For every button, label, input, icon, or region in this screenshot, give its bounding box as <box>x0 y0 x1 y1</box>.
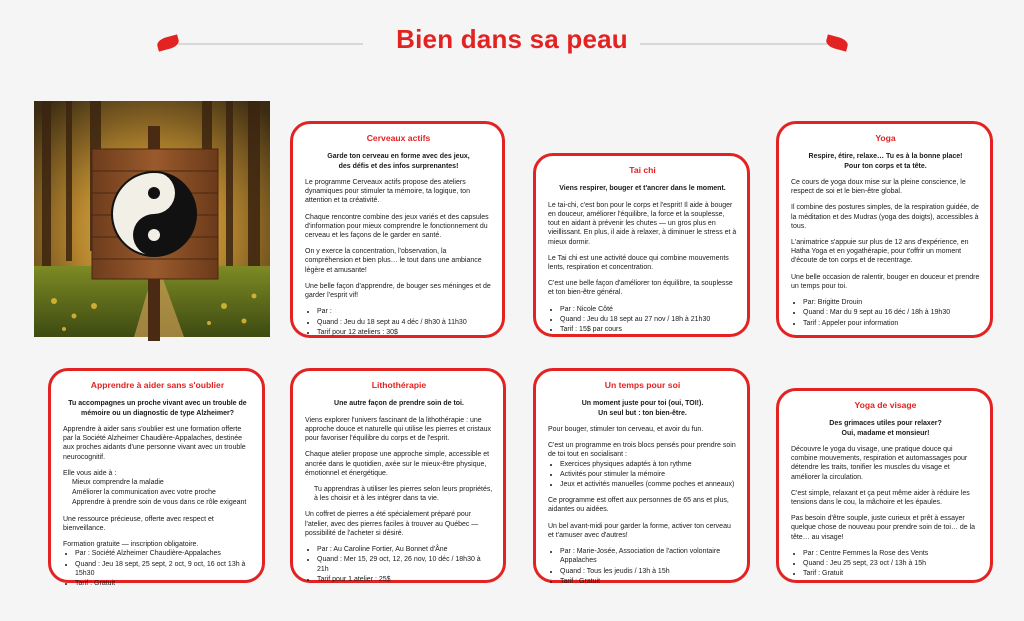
detail-when: • Quand : Mer 15, 29 oct, 12, 26 nov, 10 déc / 18h30 à 21h <box>317 555 493 573</box>
card-paragraph: Il combine des postures simples, de la respiration guidée, de la méditation et des Mudras (yoga des doigts), accessibles à tous. <box>791 204 979 230</box>
card-details <box>803 298 980 328</box>
card-subtitle: Respire, étire, relaxe… Tu es à la bonne place! Pour ton corps et ta tête. <box>808 153 963 170</box>
card-paragraph: Pour bouger, stimuler ton cerveau, et avoir du fun. <box>548 425 704 433</box>
detail-price: • Tarif : Gratuit <box>560 577 737 586</box>
detail-by: • Par : Marie-Josée, Association de l'action volontaire Appalaches <box>560 547 737 565</box>
detail-when: • Quand : Jeu du 18 sept au 4 déc / 8h30 à 11h30 <box>317 318 492 327</box>
activity-card-un-temps-pour-soi <box>533 368 750 583</box>
activity-card-cerveaux-actifs <box>290 121 505 338</box>
detail-when: • Quand : Jeu 18 sept, 25 sept, 2 oct, 9 oct, 16 oct 13h à 15h30 <box>75 560 252 578</box>
card-paragraph: Le tai-chi, c'est bon pour le corps et l'esprit! Il aide à bouger en douceur, améliorer l'équilibre, la force et la souplesse, tout en aidant à prévenir les chutes — un gros plus en vieillissant. En plus, il aide à relaxer, à diminuer le stress et à mieux dormir. <box>548 201 737 246</box>
detail-price: • Tarif : 15$ par cours <box>560 325 737 334</box>
formation-note: Formation gratuite — inscription obligatoire. <box>63 541 199 549</box>
card-paragraph: Pas besoin d'être souple, juste curieux et prêt à essayer quelque chose de nouveau pour prendre soin de toi… de la tête… au visage! <box>791 515 976 541</box>
card-paragraph: On y exerce la concentration, l'observation, la compréhension et bien plus… le tout dans une ambiance légère et amusante! <box>305 248 482 274</box>
activity-card-yoga <box>776 121 993 338</box>
card-paragraph: Apprendre à aider sans s'oublier est une formation offerte par la Société Alzheimer Chaudière-Appalaches, destinée aux proches aidants d'une personne vivant avec un trouble neurocognitif. <box>63 425 246 461</box>
card-title: Un temps pour soi <box>604 380 681 390</box>
detail-by: • Par : Au Caroline Fortier, Au Bonnet d'Âne <box>317 545 493 554</box>
block-item: • Jeux et activités manuelles (comme poches et anneaux) <box>560 480 737 489</box>
card-paragraph: C'est une belle façon d'améliorer ton équilibre, ta souplesse et ton bien-être général. <box>548 280 733 297</box>
card-title: Yoga <box>875 133 896 143</box>
card-subtitle: Viens respirer, bouger et t'ancrer dans le moment. <box>559 185 726 193</box>
help-item: Améliorer la communication avec votre proche <box>72 489 216 497</box>
card-paragraph: Une ressource précieuse, offerte avec respect et bienveillance. <box>63 515 214 532</box>
card-paragraph: Le Tai chi est une activité douce qui combine mouvements lents, respiration et concentration. <box>548 254 729 271</box>
activity-card-apprendre-a-aider <box>48 368 265 588</box>
help-item: Mieux comprendre la maladie <box>72 478 164 486</box>
card-paragraph: C'est un programme en trois blocs pensés pour prendre soin de toi tout en socialisant : <box>548 442 736 459</box>
detail-by: • Par : Nicole Côté <box>560 305 737 314</box>
activity-card-yoga-de-visage <box>776 388 993 583</box>
detail-when: • Quand : Jeu 25 sept, 23 oct / 13h à 15h <box>803 559 980 568</box>
detail-when: • Quand : Tous les jeudis / 13h à 15h <box>560 567 737 576</box>
card-title: Tai chi <box>629 165 656 175</box>
card-paragraph: Ce programme est offert aux personnes de 65 ans et plus, aidantes ou aidées. <box>548 497 729 514</box>
detail-price: • Tarif : Gratuit <box>75 579 252 588</box>
detail-price: • Tarif : Gratuit <box>803 569 980 578</box>
card-paragraph: Tu apprendras à utiliser les pierres selon leurs propriétés, à les choisir et à les intégrer dans ta vie. <box>314 485 493 503</box>
page-header <box>0 22 1024 62</box>
help-item: Apprendre à prendre soin de vous dans ce rôle exigeant <box>72 499 247 507</box>
divider-line <box>640 43 827 45</box>
card-subtitle: Un moment juste pour toi (oui, TOI!). Un seul but : ton bien-être. <box>581 400 704 417</box>
detail-by: • Par : <box>317 307 492 316</box>
card-paragraph: Chaque atelier propose une approche simple, accessible et ancrée dans le quotidien, axée sur le mieux-être physique, émotionnel et énergétique. <box>305 451 490 477</box>
activity-card-tai-chi <box>533 153 750 337</box>
card-paragraph: Le programme Cerveaux actifs propose des ateliers dynamiques pour stimuler ta mémoire, ta logique, ton attention et ta créativité. <box>305 178 470 205</box>
card-title: Cerveaux actifs <box>366 133 431 143</box>
card-paragraph: Une belle occasion de ralentir, bouger en douceur et prendre un temps pour toi. <box>791 273 980 290</box>
card-paragraph: Découvre le yoga du visage, une pratique douce qui combine mouvements, respiration et automassages pour détendre les traits, tonifier les muscles du visage et améliorer la circulation. <box>791 445 968 481</box>
page-title: Bien dans sa peau <box>396 24 628 54</box>
card-title: Lithothérapie <box>371 380 427 390</box>
block-item: • Activités pour stimuler la mémoire <box>560 470 737 479</box>
yin-yang-sign-photo <box>34 101 270 337</box>
card-details <box>317 307 492 337</box>
card-paragraph: Ce cours de yoga doux mise sur la pleine conscience, le respect de soi et le bien-être global. <box>791 178 966 196</box>
detail-when: • Quand : Mar du 9 sept au 16 déc / 18h à 19h30 <box>803 308 980 317</box>
detail-by: • Par : Société Alzheimer Chaudière-Appalaches <box>75 549 252 558</box>
help-intro: Elle vous aide à : <box>63 469 117 477</box>
card-paragraph: C'est simple, relaxant et ça peut même aider à réduire les tensions dans le cou, la mâchoire et les épaules. <box>791 489 970 506</box>
card-title: Apprendre à aider sans s'oublier <box>90 380 225 390</box>
detail-price: • Tarif : Appeler pour information <box>803 319 980 328</box>
card-details <box>803 549 980 579</box>
blocks-list <box>560 460 737 490</box>
card-paragraph: Un bel avant-midi pour garder la forme, activer ton cerveau et t'amuser avec d'autres! <box>548 522 731 539</box>
detail-by: • Par : Centre Femmes la Rose des Vents <box>803 549 980 558</box>
yin-yang-icon <box>112 172 196 256</box>
card-paragraph: Viens explorer l'univers fascinant de la lithothérapie : une approche douce et naturelle qui utilise les pierres et cristaux pour favoriser l'équilibre du corps et de l'esprit. <box>305 416 491 443</box>
card-subtitle: Garde ton cerveau en forme avec des jeux, des défis et des infos surprenantes! <box>327 153 470 170</box>
card-details <box>560 305 737 335</box>
card-details <box>75 549 252 588</box>
card-paragraph: Une belle façon d'apprendre, de bouger ses méninges et de garder l'esprit vif! <box>305 282 491 300</box>
detail-by: • Par: Brigitte Drouin <box>803 298 980 307</box>
activity-card-lithotherapie <box>290 368 506 583</box>
help-list <box>72 478 252 508</box>
detail-when: • Quand : Jeu du 18 sept au 27 nov / 18h à 21h30 <box>560 315 737 324</box>
card-subtitle: Des grimaces utiles pour relaxer? Oui, madame et monsieur! <box>829 420 942 437</box>
card-subtitle: Une autre façon de prendre soin de toi. <box>334 400 464 408</box>
block-item: • Exercices physiques adaptés à ton rythme <box>560 460 737 469</box>
card-title: Yoga de visage <box>854 400 917 410</box>
card-details <box>560 547 737 586</box>
card-details <box>317 545 493 584</box>
card-paragraph: L'animatrice s'appuie sur plus de 12 ans d'expérience, en Hatha Yoga et en yogathérapie, pour t'offrir un moment d'écoute de ton corps et de recentrage. <box>791 238 969 265</box>
card-paragraph: Chaque rencontre combine des jeux variés et des capsules d'information pour mieux comprendre le fonctionnement du cerveau et les façons de le garder en santé. <box>305 213 489 239</box>
detail-price: • Tarif pour 12 ateliers : 30$ <box>317 328 492 337</box>
card-paragraph: Un coffret de pierres a été spécialement préparé pour l'atelier, avec des pierres faciles à trouver au Québec — possibilité de l'acheter si désiré. <box>305 511 479 537</box>
card-subtitle: Tu accompagnes un proche vivant avec un trouble de mémoire ou un diagnostic de type Alzheimer? <box>68 400 247 417</box>
detail-price: • Tarif pour 1 atelier : 25$ <box>317 575 493 584</box>
